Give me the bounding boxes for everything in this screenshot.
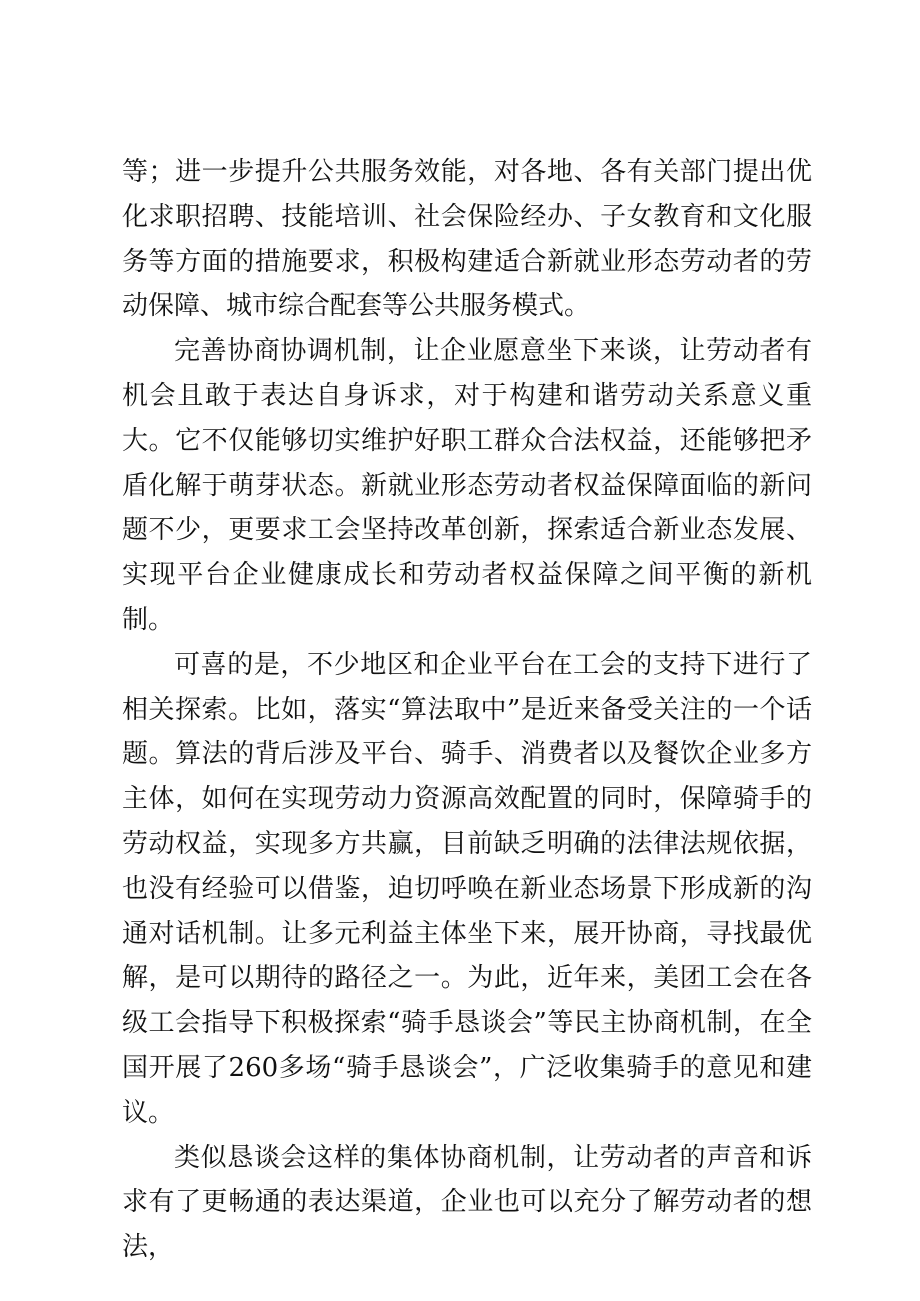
paragraph-exploration-examples: 可喜的是，不少地区和企业平台在工会的支持下进行了相关探索。比如，落实“算法取中”是近来备受关注的一个话题。算法的背后涉及平台、骑手、消费者以及餐饮企业多方主体，如何在实现劳动力资源高效配置的同时，保障骑手的劳动权益，实现多方共赢，目前缺乏明确的法律法规依据，也没有经验可以借鉴，迫切呼唤在新业态场景下形成新的沟通对话机制。让多元利益主体坐下来，展开协商，寻找最优解，是可以期待的路径之一。为此，近年来，美团工会在各级工会指导下积极探索“骑手恳谈会”等民主协商机制，在全国开展了260多场“骑手恳谈会”，广泛收集骑手的意见和建议。 <box>122 649 812 1128</box>
paragraph-continuation: 等；进一步提升公共服务效能，对各地、各有关部门提出优化求职招聘、技能培训、社会保险经办、子女教育和文化服务等方面的措施要求，积极构建适合新就业形态劳动者的劳动保障、城市综合配套等公共服务模式。 <box>122 157 812 322</box>
document-body <box>122 150 812 1270</box>
paragraph-collective-consultation: 类似恳谈会这样的集体协商机制，让劳动者的声音和诉求有了更畅通的表达渠道，企业也可以充分了解劳动者的想法， <box>122 1142 812 1263</box>
paragraph-negotiation-mechanism: 完善协商协调机制，让企业愿意坐下来谈，让劳动者有机会且敢于表达自身诉求，对于构建和谐劳动关系意义重大。它不仅能够切实维护好职工群众合法权益，还能够把矛盾化解于萌芽状态。新就业形态劳动者权益保障面临的新问题不少，更要求工会坚持改革创新，探索适合新业态发展、实现平台企业健康成长和劳动者权益保障之间平衡的新机制。 <box>122 336 812 635</box>
